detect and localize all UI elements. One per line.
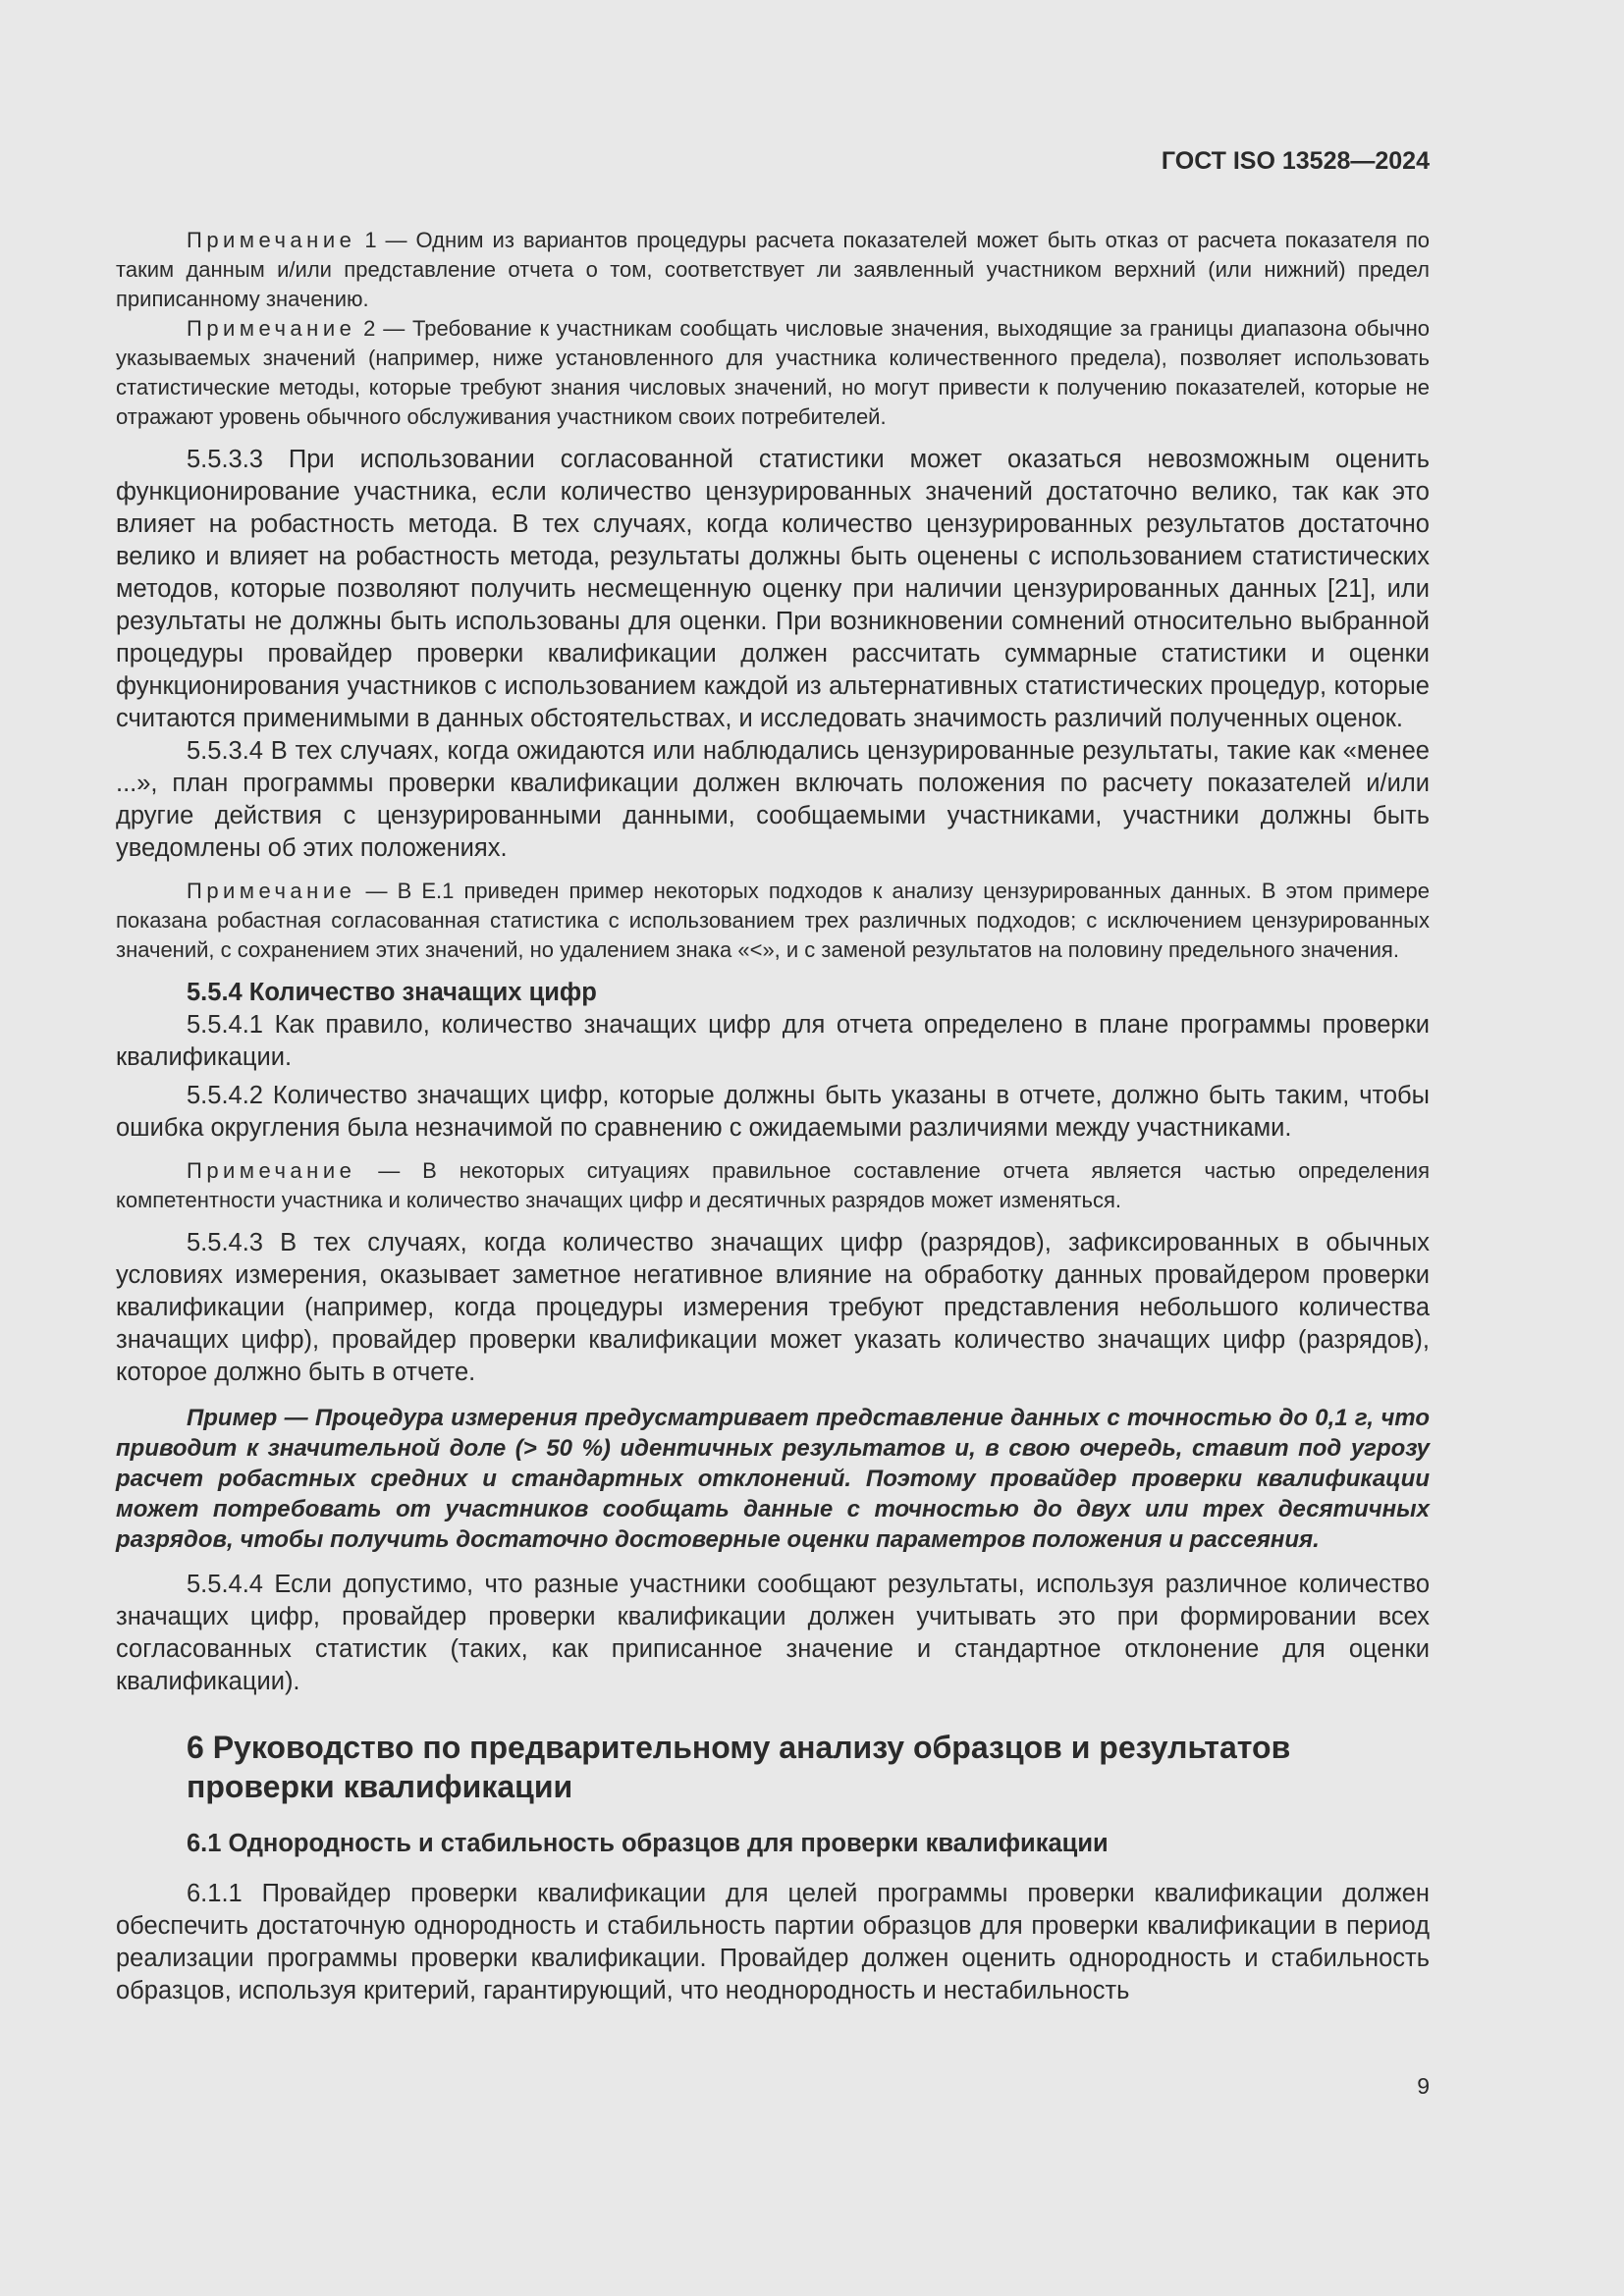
paragraph-5542: 5.5.4.2 Количество значащих цифр, которые должны быть указаны в отчете, должно быть таким, чтобы ошибка округления была незначимой по сравнению с ожидаемыми различиями между участниками. bbox=[116, 1082, 1430, 1142]
paragraph-5541: 5.5.4.1 Как правило, количество значащих цифр для отчета определено в плане программы проверки квалификации. bbox=[116, 1011, 1430, 1071]
note-label: Примечание bbox=[187, 879, 356, 903]
note-text: 2 — Требование к участникам сообщать числовые значения, выходящие за границы диапазона обычно указываемых значений (например, ниже установленного для участника количественного предела), позволяет использовать статистические методы, которые требуют знания числовых значений, но могут привести к получению показателей, которые не отражают уровень обычного обслуживания участником своих потребителей. bbox=[116, 316, 1430, 429]
paragraph-5544: 5.5.4.4 Если допустимо, что разные участники сообщают результаты, используя различное количество значащих цифр, провайдер проверки квалификации должен учитывать это при формировании всех согласованных статистик (таких, как приписанное значение и стандартное отклонение для оценки квалификации). bbox=[116, 1571, 1430, 1695]
heading-554: 5.5.4 Количество значащих цифр bbox=[187, 979, 597, 1006]
note-1 bbox=[116, 226, 1430, 314]
note-text: — В Е.1 приведен пример некоторых подходов к анализу цензурированных данных. В этом примере показана робастная согласованная статистика с использованием трех различных подходов; с исключением цензурированных значений, с сохранением этих значений, но удалением знака «<», и с заменой результатов на половину предельного значения. bbox=[116, 879, 1430, 962]
note-text: — В некоторых ситуациях правильное составление отчета является частью определения компетентности участника и количество значащих цифр и десятичных разрядов может изменяться. bbox=[116, 1158, 1430, 1212]
note-label: Примечание bbox=[187, 316, 356, 341]
example-block: Пример — Процедура измерения предусматривает представление данных с точностью до 0,1 г, что приводит к значительной доле (> 50 %) идентичных результатов и, в свою очередь, ставит под угрозу расчет робастных средних и стандартных отклонений. Поэтому провайдер проверки квалификации может потребовать от участников сообщать данные с точностью до двух или трех десятичных разрядов, чтобы получить достаточно достоверные оценки параметров положения и рассеяния. bbox=[116, 1405, 1430, 1553]
paragraph-5533: 5.5.3.3 При использовании согласованной статистики может оказаться невозможным оценить функционирование участника, если количество цензурированных значений достаточно велико, так как это влияет на робастность метода. В тех случаях, когда количество цензурированных результатов достаточно велико и влияет на робастность метода, результаты должны быть оценены с использованием статистических методов, которые позволяют получить несмещенную оценку при наличии цензурированных данных [21], или результаты не должны быть использованы для оценки. При возникновении сомнений относительно выбранной процедуры провайдер проверки квалификации должен рассчитать суммарные статистики и оценки функционирования участников с использованием каждой из альтернативных статистических процедур, которые считаются применимыми в данных обстоятельствах, и исследовать значимость различий полученных оценок. bbox=[116, 446, 1430, 732]
note-label: Примечание bbox=[187, 228, 356, 252]
heading-section-6: 6 Руководство по предварительному анализу образцов и результатов проверки квалификации bbox=[187, 1730, 1291, 1804]
document-header: ГОСТ ISO 13528—2024 bbox=[1161, 147, 1430, 175]
note-2 bbox=[116, 314, 1430, 432]
paragraph-611: 6.1.1 Провайдер проверки квалификации для целей программы проверки квалификации должен обеспечить достаточную однородность и стабильность партии образцов для проверки квалификации в период реализации программы проверки квалификации. Провайдер должен оценить однородность и стабильность образцов, используя критерий, гарантирующий, что неоднородность и нестабильность bbox=[116, 1880, 1430, 2004]
page-number: 9 bbox=[1417, 2073, 1430, 2099]
page-content bbox=[116, 0, 1430, 2007]
note-3 bbox=[116, 877, 1430, 965]
note-label: Примечание bbox=[187, 1158, 356, 1183]
note-4 bbox=[116, 1156, 1430, 1215]
heading-61: 6.1 Однородность и стабильность образцов для проверки квалификации bbox=[187, 1830, 1109, 1857]
note-text: 1 — Одним из вариантов процедуры расчета показателей может быть отказ от расчета показателя по таким данным и/или представление отчета о том, соответствует ли заявленный участником верхний (или нижний) предел приписанному значению. bbox=[116, 228, 1430, 311]
paragraph-5534: 5.5.3.4 В тех случаях, когда ожидаются или наблюдались цензурированные результаты, такие как «менее ...», план программы проверки квалификации должен включать положения по расчету показателей и/или другие действия с цензурированными данными, сообщаемыми участниками, участники должны быть уведомлены об этих положениях. bbox=[116, 737, 1430, 862]
paragraph-5543: 5.5.4.3 В тех случаях, когда количество значащих цифр (разрядов), зафиксированных в обычных условиях измерения, оказывает заметное негативное влияние на обработку данных провайдером проверки квалификации (например, когда процедуры измерения требуют представления небольшого количества значащих цифр), провайдер проверки квалификации может указать количество значащих цифр (разрядов), которое должно быть в отчете. bbox=[116, 1229, 1430, 1386]
